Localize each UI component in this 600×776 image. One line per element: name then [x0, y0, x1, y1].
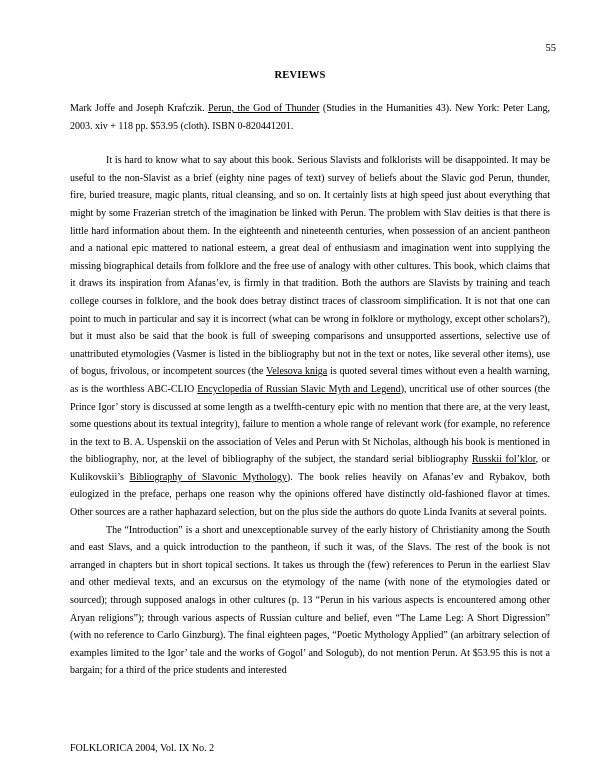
paragraph-1-text-e: ). The book relies heavily on Afanas’ev and Rybakov, both eulogized in the preface, perhaps one reason why the opinions offered have distinctly old-fashioned flavor at times. Other sources are a rather haphazard selection, but on the plus side the authors do quote Linda Ivanits at several points.: [70, 471, 551, 519]
review-body: [70, 100, 550, 680]
ref-velesova-kniga: Velesova kniga: [266, 366, 328, 378]
ref-encyclopedia: Encyclopedia of Russian Slavic Myth and Legend: [197, 383, 401, 395]
paragraph-1-text-c: ), uncritical use of other sources (the Prince Igor’ story is discussed at some length as a twelfth-century epic with no mention that there are, at the very least, some questions about its textual integrity), failure to mention a whole range of relevant work (for example, no reference in the text to B. A. Uspenskii on the association of Veles and Perun with St Nicholas, although his book is mentioned in the bibliography, nor, at the level of bibliography of the subject, the standard serial bibliography: [70, 383, 550, 466]
paragraph-2: The “Introduction” is a short and unexceptionable survey of the early history of Christianity among the South and east Slavs, and a quick introduction to the pantheon, if such it was, of the Slavs. The rest of the book is not arranged in chapters but in short topical sections. It takes us through the (few) references to Perun in the earliest Slav and other medieval texts, and an excursus on the etymology of the name (with none of the etymologies dated or sourced); through supposed analogs in other cultures (p. 13 “Perun in his various aspects is encountered among other Aryan religions”); through various aspects of Russian culture and belief, even “The Lame Leg: A Short Digression” (with no reference to Carlo Ginzburg). The final eighteen pages, “Poetic Mythology Applied” (an arbitrary selection of examples limited to the Igor’ tale and the works of Gogol’ and Sologub), do not mention Perun. At $53.95 this is not a bargain; for a third of the price students and interested: [70, 524, 550, 677]
ref-bibliography-slavonic-mythology: Bibliography of Slavonic Mythology: [129, 471, 287, 483]
page-number: 55: [545, 43, 556, 54]
ref-russkii-folklor: Russkii fol’klor: [471, 454, 536, 466]
paragraph-1-text-a: It is hard to know what to say about this book. Serious Slavists and folklorists will be disappointed. It may be useful to the non-Slavist as a brief (eighty nine pages of text) survey of beliefs about the Slavic god Perun, thunder, fire, buried treasure, magic plants, ritual cleansing, and so on. It certainly lists at high speed just about everything that might by some Frazerian stretch of the imagination be linked with Perun. The problem with Slav deities is that there is little hard information about them. In the eighteenth and nineteenth centuries, when possession of an ancient pantheon and a national epic mattered to national esteem, a great deal of enthusiasm and imagination went into supplying the missing biographical details from folklore and the free use of analogy with other cultures. This book, which claims that it draws its inspiration from Afanas’ev, is firmly in that tradition. Both the authors are Slavists by training and teach college courses in folklore, and the book does betray distinct traces of classroom simplification. It is not that one can point to much in particular and say it is incorrect (what can be wrong in folklore or mythology, except other scholars?), but it must also be said that the book is full of sweeping comparisons and unsupported assertions, selective use of unattributed etymologies (Vasmer is listed in the bibliography but not in the text or notes, like several other items), use of bogus, frivolous, or incompetent sources (the: [70, 155, 550, 378]
citation-book-title: Perun, the God of Thunder: [208, 103, 320, 114]
paragraph-1: [70, 152, 550, 521]
citation-authors: Mark Joffe and Joseph Krafczik.: [70, 103, 205, 114]
citation: [70, 100, 550, 135]
page-title: REVIEWS: [274, 70, 326, 81]
citation-details: (Studies in the Humanities 43). New York: Peter Lang, 2003. xiv + 118 pp. $53.95 (cloth). ISBN 0-820441201.: [70, 103, 551, 132]
footer: FOLKLORICA 2004, Vol. IX No. 2: [70, 743, 215, 754]
paragraph-1-text-d: , or Kulikovskii’s: [70, 454, 550, 483]
paragraph-1-text-b: is quoted several times without even a health warning, as is the worthless ABC-CLIO: [70, 366, 550, 395]
